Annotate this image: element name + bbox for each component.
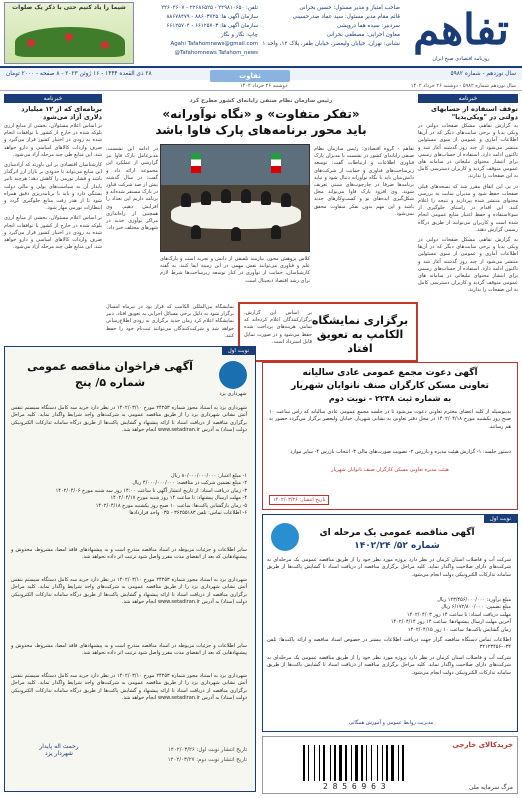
- newspaper-logo[interactable]: تفاهم: [413, 5, 509, 54]
- banner-caption: مرگ سرمایه ملی: [468, 784, 513, 791]
- person-figure: [231, 227, 241, 241]
- barcode-bar: [386, 745, 388, 781]
- barcode-digits: 2 8 5 6 9 6 3: [323, 782, 386, 791]
- headline-kicker: رئیس سازمان نظام صنفی رایانه‌ای کشور مطرح کرد: [189, 98, 333, 104]
- headline-line-2: باید محور برنامه‌های پارک فاوا باشد: [155, 123, 367, 137]
- news-text: بر اساس اعلام مسئولان، بخشی از منابع ارزی بلوکه شده در خارج از کشور با توافقات انجام شده به زودی در اختیار کشور قرار می‌گیرد و صرف واردات کالاهای اساسی و دارو خواهد شد. این منابع طی چند مرحله آزاد می‌شود.: [4, 123, 102, 158]
- ad-item: ۳- زمان دریافت اسناد: از تاریخ انتشار آگهی تا ساعت ۱۴:۰۰ روز سه شنبه مورخ ۱۴۰۲/۰۴/۰۶: [55, 487, 247, 494]
- barcode-bar: [319, 745, 320, 781]
- contact-line: تلفن: ۲۲۹۸۱۰۶۵۰ - ۲۲۶۸۶۵۲۵ - ۲۲۶۰۴۶۰۷: [161, 5, 258, 11]
- right-column: [418, 94, 518, 295]
- contact-line: چاپ: نگار و نگار: [220, 32, 258, 38]
- publish-date: تاریخ انتشار: ۱۴۰۲/۰۳/۲۶: [269, 495, 329, 505]
- ad-item: مبلغ تضمین: ۶/۱۷۲/۸۰۰/۰۰۰ ریال: [441, 604, 511, 611]
- staff-list: [262, 4, 400, 49]
- fruit-icon: [101, 41, 109, 49]
- barcode-bar: [330, 745, 331, 781]
- staff-line: سردبیر: سیده هما درویشی: [336, 23, 400, 29]
- ad-title: آگهی دعوت مجمع عمومی عادی سالیانه: [302, 368, 478, 378]
- barcode-bar: [377, 745, 378, 781]
- signer-title: شهردار یزد: [45, 750, 73, 757]
- person-figure: [201, 191, 211, 205]
- publish-date: تاریخ انتشار نوبت اول: ۱۴۰۲/۰۳/۲۶: [168, 747, 247, 753]
- barcode-bar: [391, 745, 394, 781]
- barcode-bar: [355, 745, 358, 781]
- ad-body: شهرداری یزد به استناد مجوز شماره ۲۴۲۵۳ مورخ ۱۴۰۲/۰۳/۱۰ در نظر دارد خرید سه کامل دستگاه سیستم تنفس آتش نشانی شهرداری یزد را از طریق مناقصه عمومی به شرکت‌های واجد شرایط واگذار نماید. کلیه مراحل برگزاری مناقصه از دریافت اسناد تا ارائه پیشنهاد و گشایش پاکت‌ها از طریق درگاه سامانه تدارکات الکترونیکی دولت (ستاد) به آدرس www.setadiran.ir انجام خواهد شد.: [11, 673, 247, 702]
- ad-body: بدینوسیله از کلیه اعضای محترم تعاونی دعوت می‌شود تا در جلسه مجمع عمومی عادی سالیانه که راس ساعت ۱۰ صبح روز یکشنبه مورخ ۱۴۰۲/۰۴/۱۸ در محل دفتر تعاونی به نشانی شهریار، خیابان ولیعصر برگزار می‌گردد حضور به هم رسانند.: [269, 409, 511, 430]
- ad-body: شهرداری یزد به استناد مجوز شماره ۲۴۲۵۳ مورخ ۱۴۰۲/۰۳/۱۰ در نظر دارد خرید سه کامل دستگاه سیستم تنفس آتش نشانی شهرداری یزد را از طریق مناقصه عمومی به شرکت‌های واجد شرایط واگذار نماید. کلیه مراحل برگزاری مناقصه از دریافت اسناد تا ارائه پیشنهاد و گشایش پاکت‌ها از طریق درگاه سامانه تدارکات الکترونیکی دولت (ستاد) به آدرس www.setadiran.ir انجام خواهد شد.: [11, 577, 247, 606]
- publish-date: تاریخ انتشار نوبت دوم: ۱۴۰۲/۰۳/۲۷: [167, 757, 247, 763]
- ad-item: ۶- اطلاعات تماس: تلفن ۳۶۲۵۵۱۸۳ - ۰۳۵ واحد قراردادها: [129, 510, 247, 517]
- main-story-text: کلاس پژوهش محور، نیازمند تلفیقی از دانش و تجربه است و پارک‌های علم و فناوری می‌توانند نقش مهمی در این زمینه ایفا کنند. به گفته کارشناسان، حمایت از نوآوری در کنار توسعه زیرساخت‌ها شرط لازم برای رشد اقتصاد دیجیتال است.: [160, 256, 310, 284]
- left-column: [4, 94, 102, 251]
- ad-title-number: شماره ۵/ پنج: [74, 376, 146, 389]
- ad-signature: [19, 743, 99, 757]
- ad-subtitle: تعاونی مسکن کارگران صنف نانوایان شهریار: [291, 381, 489, 391]
- fruit-icon: [27, 39, 35, 47]
- flag-icon: [271, 153, 281, 173]
- person-figure: [271, 225, 281, 239]
- ad-title-number: شماره ۵۲/ ۱۴۰۲/۲۴: [354, 541, 440, 551]
- ad-item: آخرین مهلت ارسال پیشنهادها: ساعت ۱۴ روز ۱۴۰۲/۰۴/۱۴: [390, 619, 511, 626]
- barcode-bar: [314, 745, 315, 781]
- ad-round-tag: نوبت اول: [222, 347, 255, 355]
- barcode-bar: [334, 745, 336, 781]
- ad-body: سایر اطلاعات و جزئیات مربوطه در اسناد مناقصه مندرج است و به پیشنهادهای فاقد امضا، مشروط، مخدوش و پیشنهادهایی که بعد از انقضای مدت مقرر واصل شود ترتیب اثر داده نخواهد شد.: [11, 547, 247, 561]
- banner-brand: خریدکالای خارجی: [452, 741, 513, 749]
- barcode-bar: [351, 745, 352, 781]
- ad-body: شهرداری یزد به استناد مجوز شماره ۲۴۲۵۳ مورخ ۱۴۰۲/۰۳/۱۰ در نظر دارد خرید سه کامل دستگاه سیستم تنفس آتش نشانی شهرداری یزد را از طریق مناقصه عمومی به شرکت‌های واجد شرایط واگذار نماید. کلیه مراحل برگزاری مناقصه از دریافت اسناد تا ارائه پیشنهاد و گشایش پاکت‌ها از طریق درگاه سامانه تدارکات الکترونیکی دولت (ستاد) به آدرس www.setadiran.ir انجام خواهد شد.: [11, 405, 247, 434]
- meeting-photo[interactable]: [160, 144, 310, 252]
- person-figure: [261, 191, 271, 205]
- ad-body: سایر اطلاعات و جزئیات مربوطه در اسناد مناقصه مندرج است و به پیشنهادهای فاقد امضا، مشروط، مخدوش و پیشنهادهایی که بعد از انقضای مدت مقرر واصل شود ترتیب اثر داده نخواهد شد.: [11, 643, 247, 657]
- staff-line: صاحب امتیاز و مدیر مسئول: حسین بحرانی: [299, 5, 400, 11]
- exhibition-box[interactable]: [238, 302, 418, 362]
- main-story-text: در ادامه این نشست، مدیرعامل پارک فاوا نیز گزارشی از عملکرد این مجموعه ارائه داد و گفت: در سال گذشته بیش از صد شرکت فناور در پارک مستقر شده‌اند و برنامه داریم این تعداد را افزایش دهیم. وی همچنین از راه‌اندازی مراکز نوآوری جدید در شهرهای مختلف خبر داد.: [106, 146, 158, 232]
- main-headline[interactable]: [106, 98, 416, 142]
- ad-item-list: [267, 597, 511, 634]
- ad-title: آگهی فراخوان مناقصه عمومی: [27, 360, 193, 373]
- ad-body: اطلاعات تماس دستگاه مناقصه گزار جهت دریافت اطلاعات بیشتر در خصوص اسناد مناقصه و ارائه پاکت‌ها: تلفن ۰۳۴-۳۲۱۲۳۴۵۶: [267, 637, 511, 651]
- barcode-bar: [402, 745, 404, 781]
- news-text: به گزارش تفاهم، مشکل صفحات دولتی در ویکی پدیا و برخی سایت‌های دیگر که در آن‌ها اطلاعات آماری و عمومی از سوی مسئولین منتشر می‌شود از چند روز گذشته آغاز شد و تاکنون ادامه دارد. استفاده از حساب‌های رسمی برای انتشار محتوای تبلیغاتی در سامانه های عمومی متوقف گردید و کاربران دسترسی کامل به این صفحات را ندارند.: [418, 123, 518, 180]
- barcode-bar: [361, 745, 363, 781]
- news-text: کارشناسان اقتصادی بر این باورند که آزادسازی این منابع می‌تواند تا حدودی بر بازار ارز اثرگذار باشد و فشار تورمی را کاهش دهد؛ هرچند تاثیر پایدار آن به سیاست‌های پولی و مالی دولت بستگی دارد و باید با برنامه‌ریزی دقیق همراه شود تا از هدر رفت منابع جلوگیری گردد و انتظارات تورمی مهار شود.: [4, 162, 102, 212]
- ad-item: مهلت دریافت اسناد: تا ساعت ۱۴ روز ۱۴۰۲/۰۴/۰۳: [406, 611, 511, 618]
- fruit-icon: [65, 33, 73, 41]
- ad-item: مبلغ برآورد: ۱۲۳/۴۵۶/۰۰۰/۰۰۰ ریال: [437, 597, 511, 603]
- news-text: در پی این اتفاق مقرر شد که نسخه‌های قبلی صفحات حفظ شود و مدیران سایت به بررسی محتوای منتشر شده بپردازند و نتیجه را اعلام کنند. این اقدام در راستای جلوگیری از سوءاستفاده و حفظ اعتبار منابع عمومی انجام شده است و کاربران می‌توانند از طریق درگاه رسمی گزارش دهند.: [418, 183, 518, 233]
- person-figure: [221, 189, 231, 203]
- ad-org-name: شهرداری یزد: [219, 391, 247, 397]
- contact-list: [138, 4, 258, 58]
- water-company-logo-icon: [271, 523, 299, 551]
- masthead: [0, 0, 522, 68]
- staff-line: معاون اجرایی: مصطفی بحرانی: [326, 32, 400, 38]
- assembly-invitation-ad[interactable]: [262, 362, 518, 510]
- dateline-date: ۲۸ ذی القعده ۱۴۴۴ - ۱۶ ژوئن ۲۰۲۳ - ۸ صفحه - ۲۰۰۰ تومان: [6, 71, 152, 77]
- ad-body: شرکت آب و فاضلاب استان کرمان در نظر دارد پروژه مورد نظر خود را از طریق مناقصه عمومی یک مرحله‌ای به شرکت‌های دارای صلاحیت واگذار نماید. کلیه مراحل برگزاری مناقصه از دریافت اسناد تا گشایش پاکت‌ها از طریق سامانه تدارکات الکترونیکی دولت انجام می‌شود.: [267, 557, 511, 578]
- barcode-bar: [323, 745, 325, 781]
- logo-subtitle: روزنامه اقتصادی صبح ایران: [432, 56, 490, 62]
- ad-item: ۱- مبلغ اعتبار: ۸۰/۰۰۰/۰۰۰/۰۰۰ ریال: [171, 473, 247, 479]
- ad-registration: به شماره ثبت ۲۲۳۸ - نوبت دوم: [328, 394, 452, 403]
- headline-line-1: «تفکر متفاوت» و «نگاه نوآورانه»: [162, 107, 360, 121]
- news-headline[interactable]: توقف استفاده از حسابهای دولتی در "ویکی‌پدیا": [431, 105, 518, 121]
- ad-item: ۴- مهلت ارسال پیشنهاد: تا ساعت ۱۴ روز شنبه مورخ ۱۴۰۲/۰۴/۱۷: [110, 495, 247, 502]
- photo-background: [161, 145, 309, 185]
- staff-line: نشانی: تهران، خیابان ولیعصر، خیابان ظفر، پلاک ۱۲، واحد ۱: [262, 41, 400, 47]
- column-header: خبرنامه: [418, 94, 518, 103]
- ad-title: آگهی مناقصه عمومی یک مرحله ای: [319, 528, 475, 538]
- ad-item-list: [11, 473, 247, 517]
- staff-line: قائم مقام مدیر مسئول: سید عماد صدرحسینی: [292, 14, 400, 20]
- person-figure: [191, 225, 201, 239]
- barcode-bar: [382, 745, 383, 781]
- section-tag[interactable]: تفاوت: [210, 70, 290, 82]
- ad-item: زمان گشایش پاکت‌ها: ساعت ۱۰ روز ۱۴۰۲/۰۴/۱۵: [407, 626, 511, 633]
- exhibition-text: نمایشگاه بین‌المللی الکامپ که قرار بود در تیرماه امسال برگزار شود به دلیل برخی مسائل اجرایی به تعویق افتاد. دبیر نمایشگاه اعلام کرد زمان جدید برگزاری به زودی اطلاع‌رسانی خواهد شد و شرکت‌کنندگان می‌توانند ثبت‌نام خود را حفظ کنند.: [106, 304, 234, 339]
- barcode-banner[interactable]: [262, 736, 518, 794]
- contact-email[interactable]: Agahi Tafahomnews@gmail.com: [170, 41, 258, 47]
- municipality-logo-icon: [219, 361, 247, 389]
- barcode-bar: [398, 745, 399, 781]
- ad-signature: مدیریت روابط عمومی و آموزش همگانی: [348, 719, 434, 726]
- barcode-bar: [345, 745, 347, 781]
- tender-ad-yazd[interactable]: [4, 346, 256, 792]
- issue-line: [0, 82, 522, 91]
- contact-social[interactable]: @Tafahomnews Tafahom_news: [174, 50, 258, 56]
- barcode-bar: [308, 745, 309, 781]
- ad-body: شرکت آب و فاضلاب استان کرمان در نظر دارد پروژه مورد نظر خود را از طریق مناقصه عمومی یک مرحله‌ای به شرکت‌های دارای صلاحیت واگذار نماید. کلیه مراحل برگزاری مناقصه از دریافت اسناد تا گشایش پاکت‌ها از طریق سامانه تدارکات الکترونیکی دولت انجام می‌شود.: [267, 655, 511, 676]
- person-figure: [181, 193, 191, 207]
- person-figure: [281, 193, 291, 207]
- contact-line: سازمان آگهی ها: ۸۸۶۰۳۷۲۵ - ۸۸۶۷۸۴۷۹: [166, 14, 258, 20]
- ad-agenda: دستور جلسه: ۱- گزارش هیئت مدیره و بازرس ۲- تصویب صورت‌های مالی ۳- انتخاب بازرس ۴- سایر موارد: [290, 449, 511, 455]
- barcode-bar: [339, 745, 342, 781]
- promo-caption: شیما را یاد کنیم حتی با ذکر یک صلوات: [12, 4, 126, 11]
- ad-signature: هیئت مدیره تعاونی مسکن کارگران صنف نانوایان شهریار: [331, 467, 449, 473]
- flag-icon: [191, 153, 201, 173]
- main-story-text: تفاهم - گروه اقتصادی: رئیس سازمان نظام صنفی رایانه‌ای کشور در نشست با مدیران پارک فناوری اطلاعات و ارتباطات گفت: توسعه زیرساخت‌های فناوری و حمایت از شرکت‌های دانش‌بنیان باید با نگاه نوآورانه دنبال شود و نباید برنامه‌ها صرفا در چارچوب‌های سنتی تعریف شوند. وی افزود پارک فاوا می‌تواند محل شکل‌گیری ایده‌های نو و کسب‌وکارهای جدید باشد و این مهم بدون تفکر متفاوت محقق نمی‌شود.: [314, 146, 414, 217]
- ad-item: ۵- زمان بازگشایی پاکت‌ها: ساعت ۱۰ صبح روز یکشنبه مورخ ۱۴۰۲/۰۴/۱۸: [95, 502, 247, 509]
- person-figure: [241, 189, 251, 203]
- contact-line: سازمان آگهی ها: ۶۶۱۲۵۷۰۳ - ۶۶۱۲۵۷۰۴: [166, 23, 258, 29]
- promo-banner[interactable]: [4, 2, 134, 64]
- exhibition-headline: برگزاری نمایشگاه الکامپ به تعویق افتاد: [311, 314, 409, 355]
- dateline-issue: سال نوزدهم - شماره ۵۹۸۲: [450, 71, 516, 77]
- tender-ad-water[interactable]: [262, 514, 518, 732]
- issue-date: دوشنبه ۲۶ خرداد ۱۴۰۲: [240, 83, 288, 89]
- news-headline[interactable]: برنامه‌ای که از ۱۲ میلیارد دلاری آزاد می‌شود: [21, 105, 102, 121]
- issue-number: سال نوزدهم شماره ۵۹۸۲ - دوشنبه ۲۶ خرداد ۱۴۰۲: [410, 83, 516, 89]
- signer-name: رحمت اله پایدار: [39, 743, 79, 750]
- ad-item: ۲- مبلغ تضمین شرکت در مناقصه: ۴/۰۰۰/۰۰۰/۰۰۰ ریال: [132, 480, 247, 487]
- news-text: به گزارش تفاهم، مشکل صفحات دولتی در ویکی پدیا و برخی سایت‌های دیگر که در آن‌ها اطلاعات آماری و عمومی از سوی مسئولین منتشر می‌شود از چند روز گذشته آغاز شد و تاکنون ادامه دارد. استفاده از حساب‌های رسمی برای انتشار محتوای تبلیغاتی در سامانه های عمومی متوقف گردید و کاربران دسترسی کامل به این صفحات را ندارند.: [418, 237, 518, 294]
- barcode-bar: [371, 745, 372, 781]
- exhibition-text: بر اساس این گزارش، برگزارکنندگان اعلام کرده‌اند که تمامی هزینه‌های پرداخت شده حفظ می‌شود و در صورت تمایل قابل استرداد است.: [244, 310, 312, 345]
- barcode-bar: [303, 745, 305, 781]
- column-header: خبرنامه: [4, 94, 102, 103]
- barcode-bar: [366, 745, 367, 781]
- ad-round-tag: نوبت اول: [484, 515, 517, 523]
- news-text: بر اساس اعلام مسئولان، بخشی از منابع ارزی بلوکه شده در خارج از کشور با توافقات انجام شده به زودی در اختیار کشور قرار می‌گیرد و صرف واردات کالاهای اساسی و دارو خواهد شد. این منابع طی چند مرحله آزاد می‌شود.: [4, 215, 102, 251]
